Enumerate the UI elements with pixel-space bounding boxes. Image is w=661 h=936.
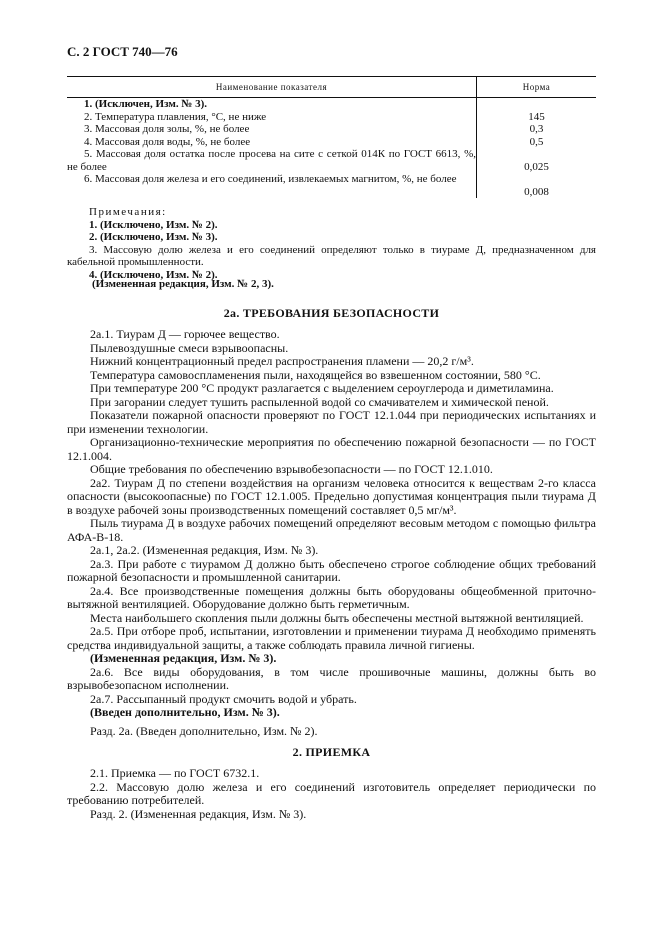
paragraph: Разд. 2. (Измененная редакция, Изм. № 3). bbox=[90, 806, 307, 821]
table-row-value: 0,008 bbox=[524, 185, 549, 198]
paragraph: (Введен дополнительно, Изм. № 3). bbox=[90, 705, 280, 719]
paragraph: 2а.7. Рассыпанный продукт смочить водой и убрать. bbox=[90, 691, 357, 706]
properties-table bbox=[67, 76, 596, 198]
paragraph: Нижний концентрационный предел распространения пламени — 20,2 г/м³. bbox=[90, 354, 474, 368]
notes bbox=[67, 206, 596, 281]
paragraph: 2а.1, 2а.2. (Измененная редакция, Изм. № 3). bbox=[90, 543, 319, 557]
section-2a-title: 2а. ТРЕБОВАНИЯ БЕЗОПАСНОСТИ bbox=[223, 306, 440, 320]
table-header bbox=[67, 76, 596, 98]
table-row-name: 3. Массовая доля золы, %, не более bbox=[84, 123, 250, 135]
table-row-name: 1. (Исключен, Изм. № 3). bbox=[84, 98, 208, 110]
table-row-value: 145 bbox=[528, 110, 545, 123]
column-header-norm: Норма bbox=[522, 82, 551, 92]
paragraph: 2а.5. При отборе проб, испытании, изготовлении и применении тиурама Д необходимо применять средства индивидуальной защиты, а также соблюдать правила личной гигиены. bbox=[67, 624, 596, 652]
table-names-column bbox=[67, 98, 477, 198]
paragraph: Показатели пожарной опасности проверяют по ГОСТ 12.1.044 при периодических испытаниях и при изменении технологии. bbox=[67, 408, 596, 436]
table-row-name: 5. Массовая доля остатка после просева на сите с сеткой 014К по ГОСТ 6613, %, не более bbox=[67, 148, 476, 173]
table-row-value: 0,3 bbox=[529, 123, 544, 135]
note-item: 4. (Исключено, Изм. № 2). bbox=[89, 268, 218, 281]
column-header-name: Наименование показателя bbox=[67, 77, 477, 97]
paragraph: При загорании следует тушить распыленной водой со смачивателем и химической пеной. bbox=[90, 394, 549, 409]
paragraph: 2а.1. Тиурам Д — горючее вещество. bbox=[90, 327, 280, 341]
paragraph: Организационно-технические мероприятия по обеспечению пожарной безопасности — по ГОСТ 12.1.004. bbox=[67, 435, 596, 463]
note-item: 2. (Исключено, Изм. № 3). bbox=[89, 231, 218, 243]
page-header: С. 2 ГОСТ 740—76 bbox=[67, 44, 178, 59]
table-body bbox=[67, 98, 596, 198]
paragraph: (Измененная редакция, Изм. № 3). bbox=[90, 651, 277, 665]
table-row-name: 6. Массовая доля железа и его соединений, извлекаемых магнитом, %, не более bbox=[84, 173, 457, 185]
paragraph: 2.1. Приемка — по ГОСТ 6732.1. bbox=[90, 766, 260, 780]
table-row-value bbox=[477, 98, 596, 111]
paragraph: 2а.6. Все виды оборудования, в том числе прошивочные машины, должны быть во взрывобезопасном исполнении. bbox=[67, 664, 596, 692]
paragraph: 2а.3. При работе с тиурамом Д должно быть обеспечено строгое соблюдение общих требований пожарной безопасности и промышленной санитарии. bbox=[67, 556, 596, 584]
table-row-name: 2. Температура плавления, °С, не ниже bbox=[84, 110, 267, 123]
paragraph: Пыль тиурама Д в воздухе рабочих помещений определяют весовым методом с помощью фильтра АФА-В-18. bbox=[67, 516, 596, 544]
table-values-column bbox=[477, 98, 596, 198]
paragraph: 2.2. Массовую долю железа и его соединений изготовитель определяет периодически по требованию потребителей. bbox=[67, 779, 596, 807]
section-2a-body bbox=[67, 328, 596, 738]
note-item: 1. (Исключено, Изм. № 2). bbox=[89, 218, 218, 231]
section-2-title: 2. ПРИЕМКА bbox=[292, 745, 371, 759]
paragraph: Температура самовоспламенения пыли, находящейся во взвешенном состоянии, 580 °С. bbox=[90, 367, 541, 382]
paragraph: Места наибольшего скопления пыли должны быть обеспечены местной вытяжной вентиляцией. bbox=[90, 610, 584, 625]
note-item: 3. Массовую долю железа и его соединений определяют только в тиураме Д, предназначенном для кабельной промышленности. bbox=[67, 243, 596, 268]
paragraph: 2а2. Тиурам Д по степени воздействия на организм человека относится к веществам 2-го класса опасности (высокоопасные) по ГОСТ 12.1.005. Предельно допустимая концентрация пыли тиурама Д в воздухе рабочей зоны производственных помещений составляет 0,5 мг/м³. bbox=[67, 475, 596, 517]
notes-heading: Примечания: bbox=[89, 206, 167, 218]
paragraph: При температуре 200 °С продукт разлагается с выделением сероуглерода и диметиламина. bbox=[90, 381, 554, 395]
paragraph: Разд. 2а. (Введен дополнительно, Изм. № 2). bbox=[90, 723, 318, 738]
table-row-value: 0,5 bbox=[529, 135, 544, 148]
section-2-body bbox=[67, 767, 596, 821]
paragraph: 2а.4. Все производственные помещения должны быть оборудованы общеобменной приточно-вытяжной вентиляцией. Оборудование должно быть герметичным. bbox=[67, 583, 596, 611]
paragraph: Пылевоздушные смеси взрывоопасны. bbox=[90, 340, 289, 355]
table-row-name: 4. Массовая доля воды, %, не более bbox=[84, 135, 251, 148]
table-row-value: 0,025 bbox=[524, 160, 549, 173]
amendment-note: (Измененная редакция, Изм. № 2, 3). bbox=[92, 278, 274, 290]
paragraph: Общие требования по обеспечению взрывобезопасности — по ГОСТ 12.1.010. bbox=[90, 462, 493, 476]
